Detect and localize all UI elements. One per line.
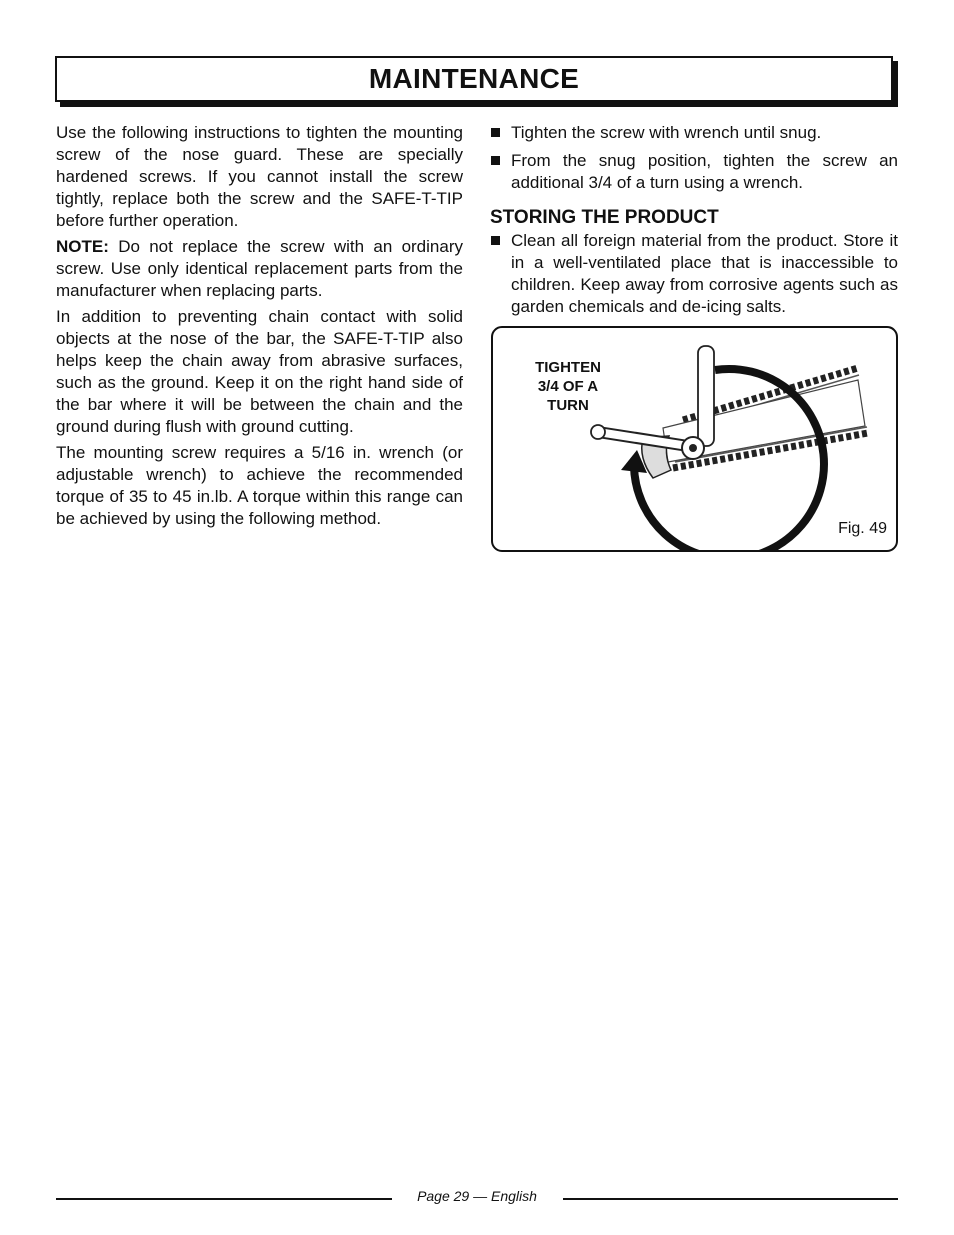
bullet-text: From the snug position, tighten the screw an additional 3/4 of a turn using a wrench. [511, 151, 898, 192]
section-title-storing: STORING THE PRODUCT [490, 207, 719, 228]
bullet-square-icon [491, 236, 500, 245]
note-label: NOTE: [56, 237, 109, 256]
figure-label-line: 3/4 OF A [537, 378, 599, 395]
figure-49 [491, 326, 898, 552]
figure-label [523, 358, 613, 415]
bullet-item [490, 150, 898, 194]
figure-label-line: TIGHTEN [535, 359, 601, 376]
page-title: MAINTENANCE [368, 63, 580, 94]
bullet-square-icon [491, 156, 500, 165]
note-paragraph [56, 236, 463, 302]
page-header [55, 56, 893, 102]
figure-label-line: TURN [547, 397, 589, 414]
figure-caption: Fig. 49 [838, 520, 887, 537]
bullet-item [490, 122, 898, 144]
footer-rule-right [563, 1198, 898, 1200]
page-number: Page 29 — English [417, 1188, 537, 1204]
note-text: Do not replace the screw with an ordinary screw. Use only identical replacement parts from the manufacturer when replacing parts. [56, 237, 463, 300]
intro-paragraph: Use the following instructions to tighten the mounting screw of the nose guard. These are specially hardened screws. If you cannot install the screw tightly, replace both the screw and the SAFE-T-TIP before further operation. [56, 123, 463, 230]
page-footer [56, 1186, 898, 1208]
torque-paragraph: The mounting screw requires a 5/16 in. wrench (or adjustable wrench) to achieve the recommended torque of 35 to 45 in.lb. A torque within this range can be achieved by using the following method. [56, 443, 463, 528]
safe-t-tip-paragraph: In addition to preventing chain contact with solid objects at the nose of the bar, the SAFE-T-TIP also helps keep the chain away from abrasive surfaces, such as the ground. Keep it on the right hand side of the bar where it will be between the chain and the ground during flush with ground cutting. [56, 307, 463, 436]
bullet-text: Clean all foreign material from the product. Store it in a well-ventilated place that is inaccessible to children. Keep away from corrosive agents such as garden chemicals and de-icing salts. [511, 231, 898, 316]
bullet-item [490, 230, 898, 318]
bullet-square-icon [491, 128, 500, 137]
left-column [56, 122, 463, 534]
right-column [490, 122, 898, 324]
bullet-text: Tighten the screw with wrench until snug. [511, 123, 822, 142]
